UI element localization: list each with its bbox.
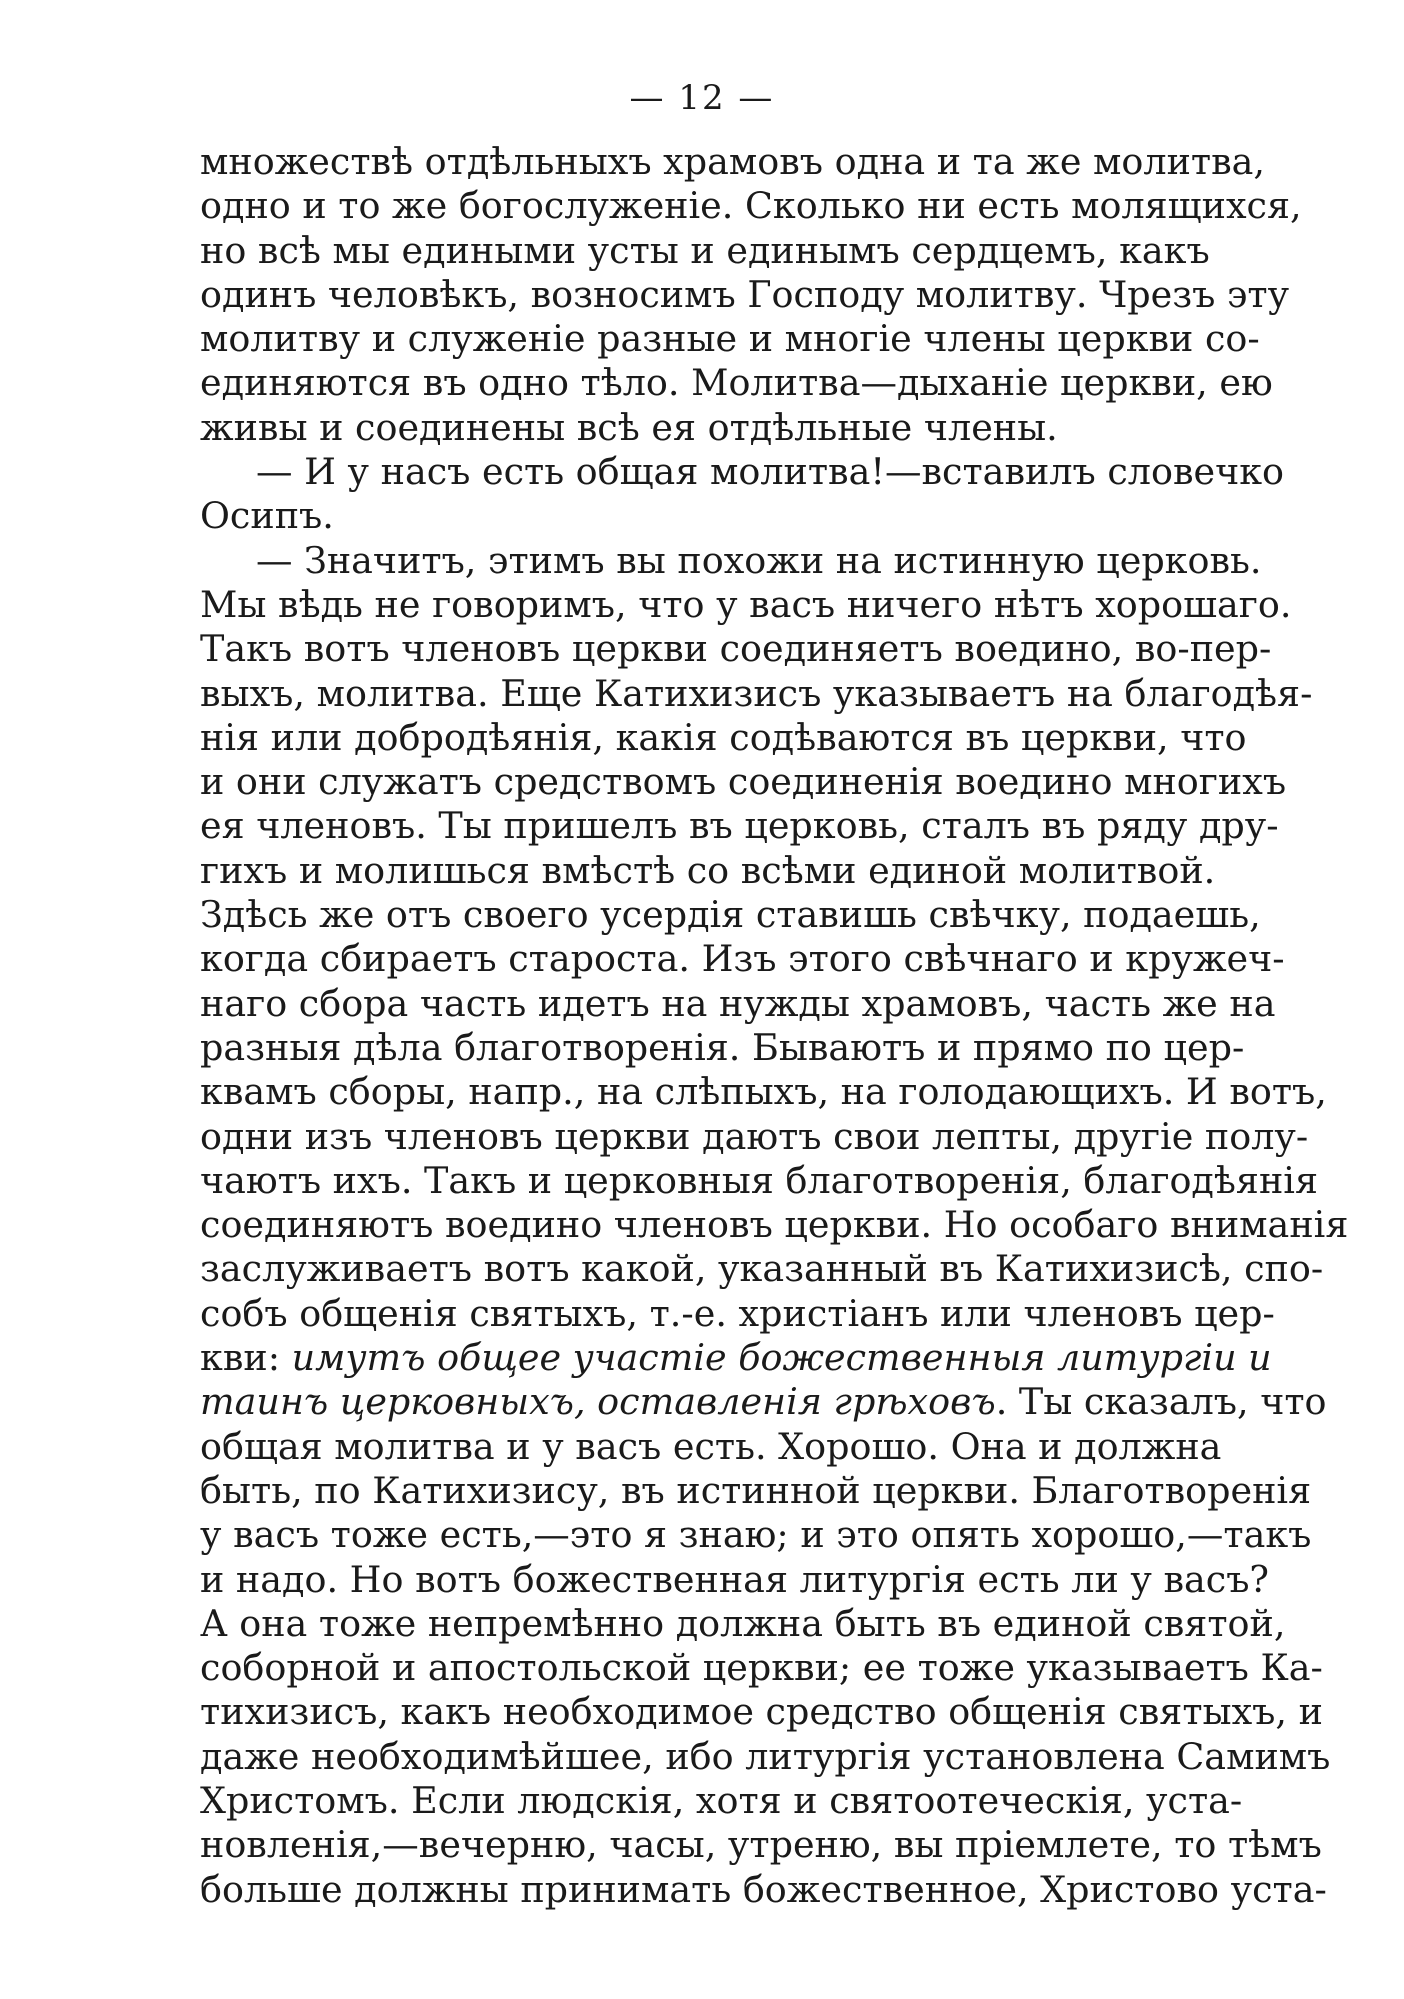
text-line: ея членовъ. Ты пришелъ въ церковь, сталъ въ ряду дру-: [200, 804, 1279, 848]
text-line: Христомъ. Если людскія, хотя и святоотеческія, уста-: [200, 1778, 1243, 1822]
text-line: Мы вѣдь не говоримъ, что у васъ ничего нѣтъ хорошаго.: [200, 582, 1292, 626]
text-line: одно и то же богослуженіе. Сколько ни есть молящихся,: [200, 184, 1302, 228]
text-line: соборной и апостольской церкви; ее тоже указываетъ Ка-: [200, 1646, 1323, 1690]
text-line: и они служатъ средствомъ соединенія воедино многихъ: [200, 760, 1287, 804]
text-line: выхъ, молитва. Еще Катихизисъ указываетъ на благодѣя-: [200, 671, 1313, 715]
italic-quote: имутъ общее участіе божественныя литургіи и: [291, 1336, 1272, 1380]
text-line: больше должны принимать божественное, Христово уста-: [200, 1867, 1327, 1911]
text-line: квамъ сборы, напр., на слѣпыхъ, на голодающихъ. И вотъ,: [200, 1070, 1327, 1114]
text-line: но всѣ мы едиными усты и единымъ сердцемъ, какъ: [200, 228, 1210, 272]
text-line: нія или добродѣянія, какія содѣваются въ церкви, что: [200, 715, 1247, 759]
text-line: общая молитва и у васъ есть. Хорошо. Она и должна: [200, 1424, 1222, 1468]
text-line: гихъ и молишься вмѣстѣ со всѣми единой молитвой.: [200, 848, 1216, 892]
text-line: и надо. Но вотъ божественная литургія есть ли у васъ?: [200, 1557, 1269, 1601]
text-fragment: кви:: [200, 1336, 292, 1380]
text-line: заслуживаетъ вотъ какой, указанный въ Катихизисѣ, спо-: [200, 1247, 1324, 1291]
text-line: Такъ вотъ членовъ церкви соединяетъ воедино, во-пер-: [200, 627, 1272, 671]
text-line: даже необходимѣйшее, ибо литургія установлена Самимъ: [200, 1734, 1331, 1778]
text-line: разныя дѣла благотворенія. Бываютъ и прямо по цер-: [200, 1025, 1245, 1069]
text-line: молитву и служеніе разные и многіе члены церкви со-: [200, 317, 1260, 361]
body-text: [200, 140, 1349, 1912]
text-line: соединяютъ воедино членовъ церкви. Но особаго вниманія: [200, 1203, 1349, 1247]
text-fragment: . Ты сказалъ, что: [995, 1380, 1327, 1424]
text-line: одни изъ членовъ церкви даютъ свои лепты, другіе полу-: [200, 1114, 1309, 1158]
text-line: — И у насъ есть общая молитва!—вставилъ словечко: [256, 450, 1285, 494]
italic-quote: таинъ церковныхъ, оставленія грѣховъ: [200, 1380, 996, 1424]
page-number: — 12 —: [629, 78, 775, 118]
text-line: Здѣсь же отъ своего усердія ставишь свѣчку, подаешь,: [200, 893, 1261, 937]
text-line: у васъ тоже есть,—это я знаю; и это опять хорошо,—такъ: [200, 1513, 1312, 1557]
text-line: единяются въ одно тѣло. Молитва—дыханіе церкви, ею: [200, 361, 1273, 405]
text-line: А она тоже непремѣнно должна быть въ единой святой,: [200, 1601, 1286, 1645]
text-line: наго сбора часть идетъ на нужды храмовъ, часть же на: [200, 981, 1276, 1025]
text-line: множествѣ отдѣльныхъ храмовъ одна и та же молитва,: [200, 140, 1266, 183]
text-line: собъ общенія святыхъ, т.-е. христіанъ или членовъ цер-: [200, 1291, 1275, 1335]
text-line: одинъ человѣкъ, возносимъ Господу молитву. Чрезъ эту: [200, 272, 1290, 316]
text-line: чаютъ ихъ. Такъ и церковныя благотворенія, благодѣянія: [200, 1158, 1318, 1202]
text-line: новленія,—вечерню, часы, утреню, вы пріемлете, то тѣмъ: [200, 1823, 1322, 1867]
text-line: когда сбираетъ староста. Изъ этого свѣчнаго и кружеч-: [200, 937, 1285, 981]
text-line: живы и соединены всѣ ея отдѣльные члены.: [200, 405, 1058, 449]
text-line-mixed: [200, 1336, 1272, 1380]
text-line-mixed: [200, 1380, 1327, 1424]
text-line: тихизисъ, какъ необходимое средство общенія святыхъ, и: [200, 1690, 1323, 1734]
text-line: быть, по Катихизису, въ истинной церкви. Благотворенія: [200, 1468, 1312, 1512]
text-line: Осипъ.: [200, 494, 334, 538]
text-line: — Значитъ, этимъ вы похожи на истинную церковь.: [256, 538, 1262, 582]
